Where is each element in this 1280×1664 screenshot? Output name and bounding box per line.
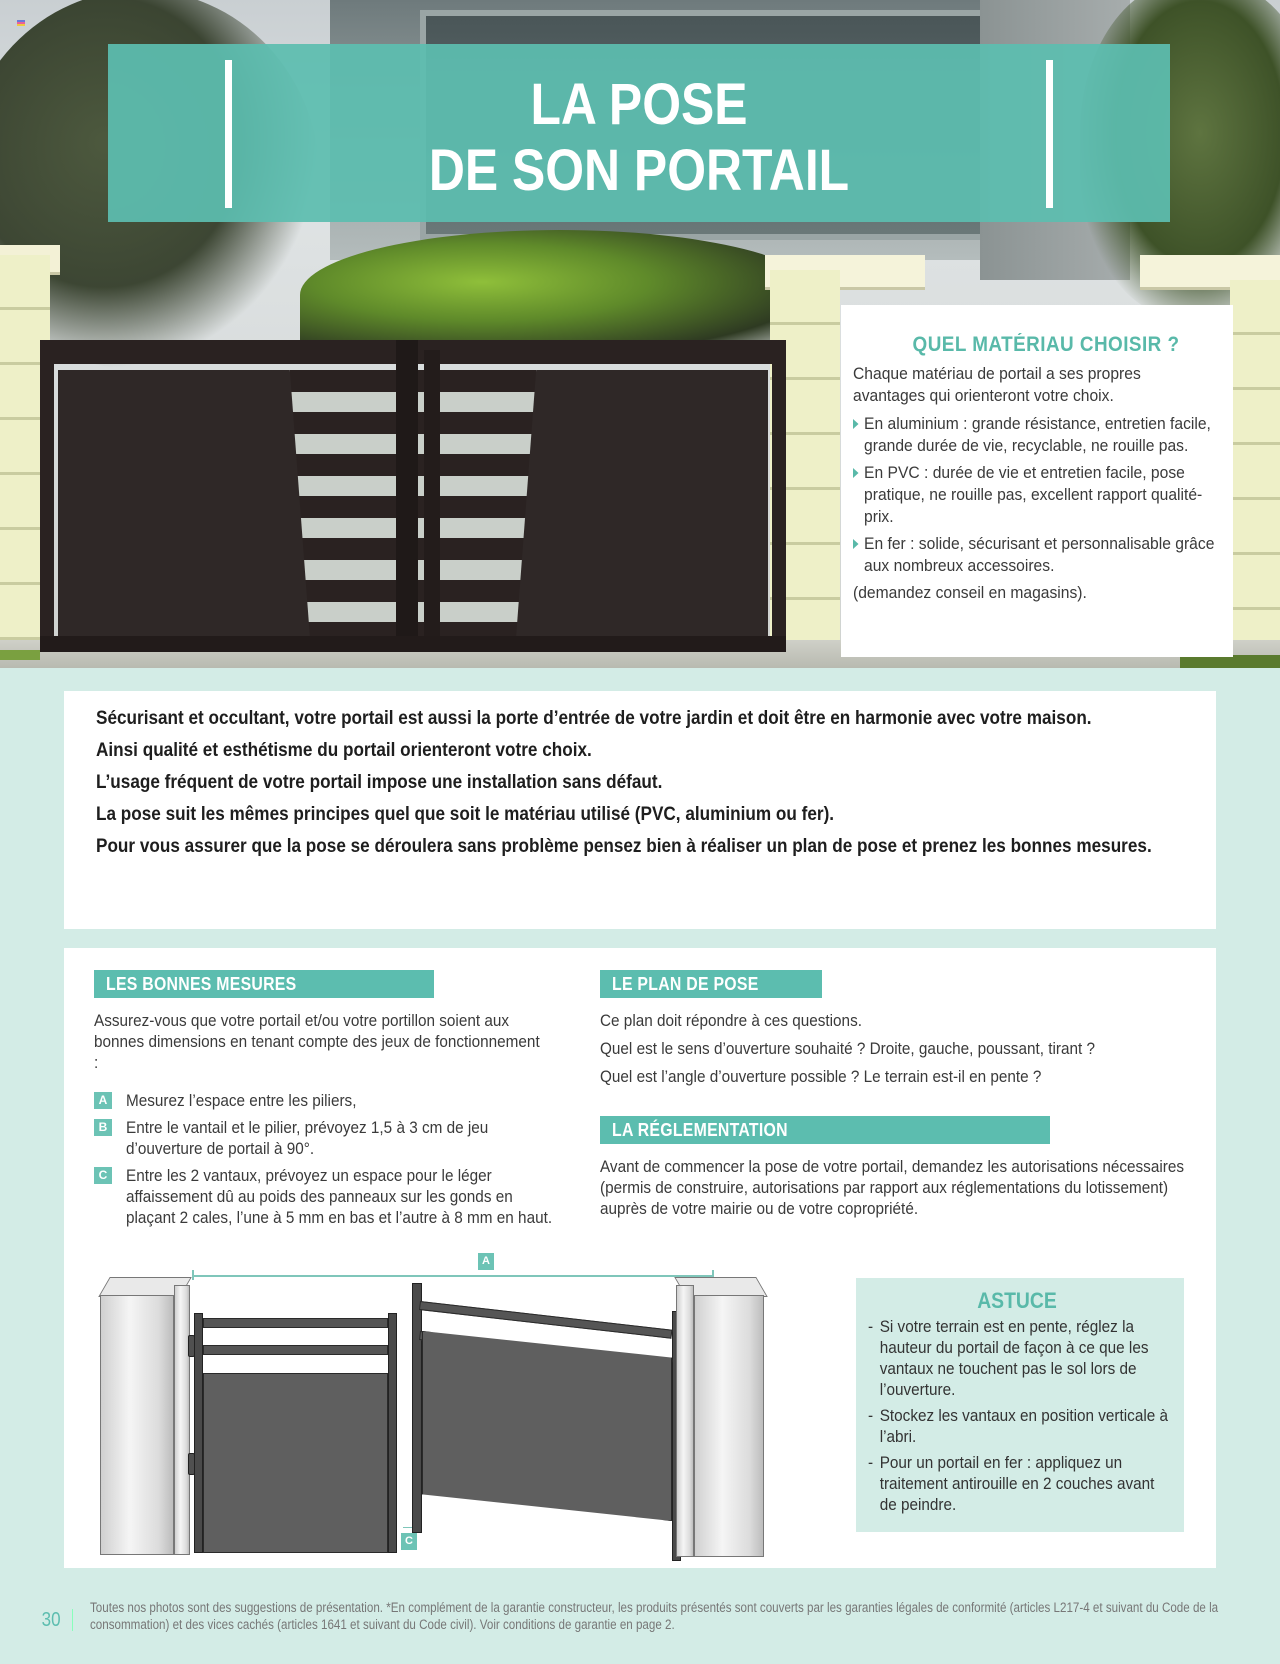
gate-panel [422, 1331, 672, 1521]
gate-post [194, 1313, 203, 1553]
grass [0, 650, 40, 660]
gate-post [412, 1283, 422, 1533]
pillar [1230, 280, 1280, 650]
title-banner [108, 44, 1170, 222]
page-title [182, 72, 1095, 204]
section-label-reglementation: LA RÉGLEMENTATION [600, 1116, 1050, 1144]
gate-rail [203, 1318, 388, 1328]
arrow-right-icon [853, 539, 859, 549]
intro-box [64, 691, 1216, 929]
gate-post [396, 340, 418, 652]
tip-item: - Pour un portail en fer : appliquez un traitement antirouille en 2 couches avant de peindre. [868, 1453, 1155, 1514]
material-list [853, 413, 1219, 577]
footer [0, 1595, 1280, 1645]
reglementation-text: Avant de commencer la pose de votre portail, demandez les autorisations nécessaires (permis de construire, autorisations par rapport aux réglementations du lotissement) auprès de votre mairie ou de votre copropriété. [600, 1157, 1184, 1218]
page-separator [72, 1609, 73, 1631]
diagram-badge-c: C [401, 1533, 417, 1550]
gate-panel [203, 1373, 388, 1553]
tip-list [868, 1316, 1169, 1515]
footer-disclaimer: Toutes nos photos sont des suggestions de présentation. *En complément de la garantie constructeur, les produits présentés sont couverts par les garanties légales de conformité (articles L217-4 et suivant du Code de la consommation) et des vices cachés (articles 1641 et suivant du Code civil). Voir conditions de garantie en page 2. [90, 1600, 1219, 1632]
gate-diagram [100, 1253, 820, 1553]
tip-item: - Stockez les vantaux en position verticale à l’abri. [868, 1406, 1169, 1446]
intro-paragraph: Pour vous assurer que la pose se déroulera sans problème pensez bien à réaliser un plan de pose et prenez les bonnes mesures. [96, 835, 1152, 857]
arrow-right-icon [853, 468, 859, 478]
page-title-line2: DE SON PORTAIL [428, 138, 850, 203]
section-label-bonnes-mesures: LES BONNES MESURES [94, 970, 434, 998]
pillar-right-side [676, 1285, 694, 1557]
badge-c: C [94, 1167, 112, 1184]
tip-item: - Si votre terrain est en pente, réglez la hauteur du portail de façon à ce que les vantaux ne touchent pas le sol lors de l’ouverture. [868, 1317, 1149, 1399]
plan-de-pose-text: Ce plan doit répondre à ces questions. Quel est le sens d’ouverture souhaité ? Droite, gauche, poussant, tirant ? Quel est l’angle d’ouverture possible ? Le terrain est-il en pente ? [600, 1011, 1095, 1086]
material-item: En fer : solide, sécurisant et personnalisable grâce aux nombreux accessoires. [853, 533, 1217, 577]
mesures-list [94, 1090, 554, 1234]
badge-a: A [94, 1092, 112, 1109]
arrow-right-icon [853, 419, 859, 429]
gate-rail [40, 636, 786, 652]
details-box [64, 948, 1216, 1568]
intro-paragraph: L’usage fréquent de votre portail impose une installation sans défaut. [96, 771, 663, 793]
mesure-item: C Entre les 2 vantaux, prévoyez un espace pour le léger affaissement dû au poids des panneaux sur les gonds en plaçant 2 cales, l’une à 5 mm en bas et l’autre à 8 mm en haut. [94, 1165, 554, 1228]
material-box-note: (demandez conseil en magasins). [853, 583, 1087, 602]
pillar-left [100, 1295, 174, 1555]
material-item: En aluminium : grande résistance, entretien facile, grande durée de vie, recyclable, ne rouille pas. [853, 413, 1217, 457]
tip-title: ASTUCE [977, 1288, 1057, 1313]
gate-post [388, 1313, 397, 1553]
flag-icon [17, 20, 25, 26]
page-title-line1: LA POSE [530, 72, 748, 137]
gate-photo [40, 340, 786, 652]
section-label-plan-de-pose: LE PLAN DE POSE [600, 970, 822, 998]
material-box [841, 305, 1233, 657]
page-number: 30 [41, 1609, 61, 1631]
diagram-badge-a: A [478, 1253, 494, 1270]
tip-box [856, 1278, 1184, 1532]
mesure-item: B Entre le vantail et le pilier, prévoyez 1,5 à 3 cm de jeu d’ouverture de portail à 90°. [94, 1117, 554, 1159]
pillar-left-side [174, 1285, 190, 1555]
bonnes-mesures-intro: Assurez-vous que votre portail et/ou votre portillon soient aux bonnes dimensions en tenant compte des jeux de fonctionnement : [94, 1011, 540, 1072]
badge-b: B [94, 1119, 112, 1136]
gate-post [424, 350, 440, 652]
intro-paragraph: Ainsi qualité et esthétisme du portail orienteront votre choix. [96, 739, 592, 761]
gate-rail [419, 1301, 672, 1339]
material-box-title: QUEL MATÉRIAU CHOISIR ? [912, 333, 1180, 356]
dimension-tick [192, 1270, 194, 1280]
gate-rail [203, 1345, 388, 1355]
pillar-right [694, 1295, 764, 1557]
intro-paragraph: Sécurisant et occultant, votre portail est aussi la porte d’entrée de votre jardin et doit être en harmonie avec votre maison. [96, 707, 1092, 729]
material-item: En PVC : durée de vie et entretien facile, pose pratique, ne rouille pas, excellent rapport qualité-prix. [853, 462, 1217, 528]
intro-paragraph: La pose suit les mêmes principes quel que soit le matériau utilisé (PVC, aluminium ou fer). [96, 803, 835, 825]
material-box-intro: Chaque matériau de portail a ses propres avantages qui orienteront votre choix. [853, 364, 1141, 405]
mesure-item: A Mesurez l’espace entre les piliers, [94, 1090, 554, 1111]
dimension-line-a [192, 1275, 712, 1277]
